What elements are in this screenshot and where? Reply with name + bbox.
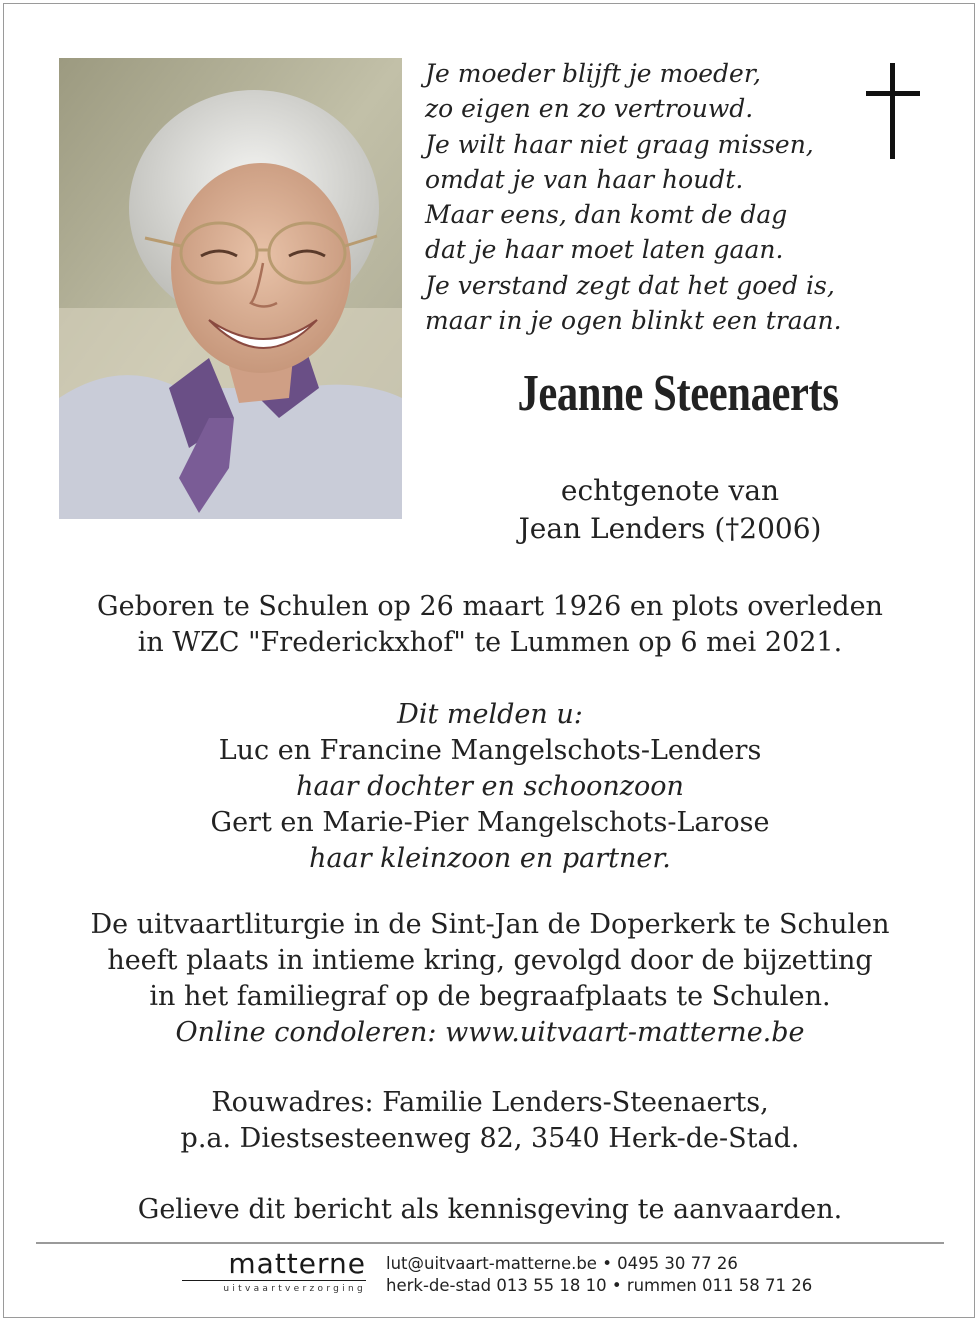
logo-subtitle: uitvaartverzorging <box>223 1284 366 1294</box>
closing-text: Gelieve dit bericht als kennisgeving te aanvaarden. <box>137 1194 843 1225</box>
spouse-name: Jean Lenders (†2006) <box>518 512 822 545</box>
poem-line: Je moeder blijft je moeder, <box>425 59 761 88</box>
birth-death-block <box>40 589 940 661</box>
poem-line: maar in je ogen blinkt een traan. <box>425 306 842 336</box>
ceremony-block <box>40 907 940 1051</box>
cross-icon <box>864 63 922 159</box>
deceased-name: Jeanne Steenaerts <box>517 365 839 422</box>
address-line: Rouwadres: Familie Lenders-Steenaerts, <box>211 1087 769 1118</box>
contact-info <box>386 1253 812 1297</box>
poem-line: Je verstand zegt dat het goed is, <box>425 270 835 300</box>
announcers-block <box>40 697 940 877</box>
ceremony-line: De uitvaartliturgie in de Sint-Jan de Doperkerk te Schulen <box>90 909 890 940</box>
announcers-intro: Dit melden u: <box>397 699 583 730</box>
poem-line: omdat je van haar houdt. <box>425 164 744 194</box>
birth-death-line: Geboren te Schulen op 26 maart 1926 en plots overleden <box>97 591 883 622</box>
online-condolence: Online condoleren: www.uitvaart-matterne.be <box>175 1017 805 1048</box>
address-block <box>40 1085 940 1157</box>
logo-word: matterne <box>228 1247 366 1280</box>
birth-death-line: in WZC "Frederickxhof" te Lummen op 6 mei 2021. <box>137 627 843 658</box>
spouse-info <box>420 472 920 548</box>
contact-line: herk-de-stad 013 55 18 10 • rummen 011 58 71 26 <box>386 1276 813 1295</box>
matterne-logo <box>182 1249 366 1294</box>
logo-underline <box>182 1280 366 1281</box>
contact-line: lut@uitvaart-matterne.be • 0495 30 77 26 <box>386 1254 738 1273</box>
portrait-photo <box>59 58 402 519</box>
address-line: p.a. Diestsesteenweg 82, 3540 Herk-de-Stad. <box>180 1123 800 1154</box>
spouse-line: echtgenote van <box>560 474 780 507</box>
family-name: Luc en Francine Mangelschots-Lenders <box>218 735 762 766</box>
poem-line: Maar eens, dan komt de dag <box>425 200 788 230</box>
ceremony-line: heeft plaats in intieme kring, gevolgd door de bijzetting <box>107 945 873 976</box>
family-name: Gert en Marie-Pier Mangelschots-Larose <box>210 807 770 838</box>
family-relation: haar kleinzoon en partner. <box>309 843 671 874</box>
ceremony-line: in het familiegraf op de begraafplaats te Schulen. <box>149 981 831 1012</box>
poem-line: dat je haar moet laten gaan. <box>425 235 784 265</box>
footer-divider <box>36 1242 944 1244</box>
poem <box>425 56 855 338</box>
poem-line: zo eigen en zo vertrouwd. <box>425 94 754 124</box>
family-relation: haar dochter en schoonzoon <box>296 771 684 802</box>
poem-line: Je wilt haar niet graag missen, <box>425 129 814 159</box>
